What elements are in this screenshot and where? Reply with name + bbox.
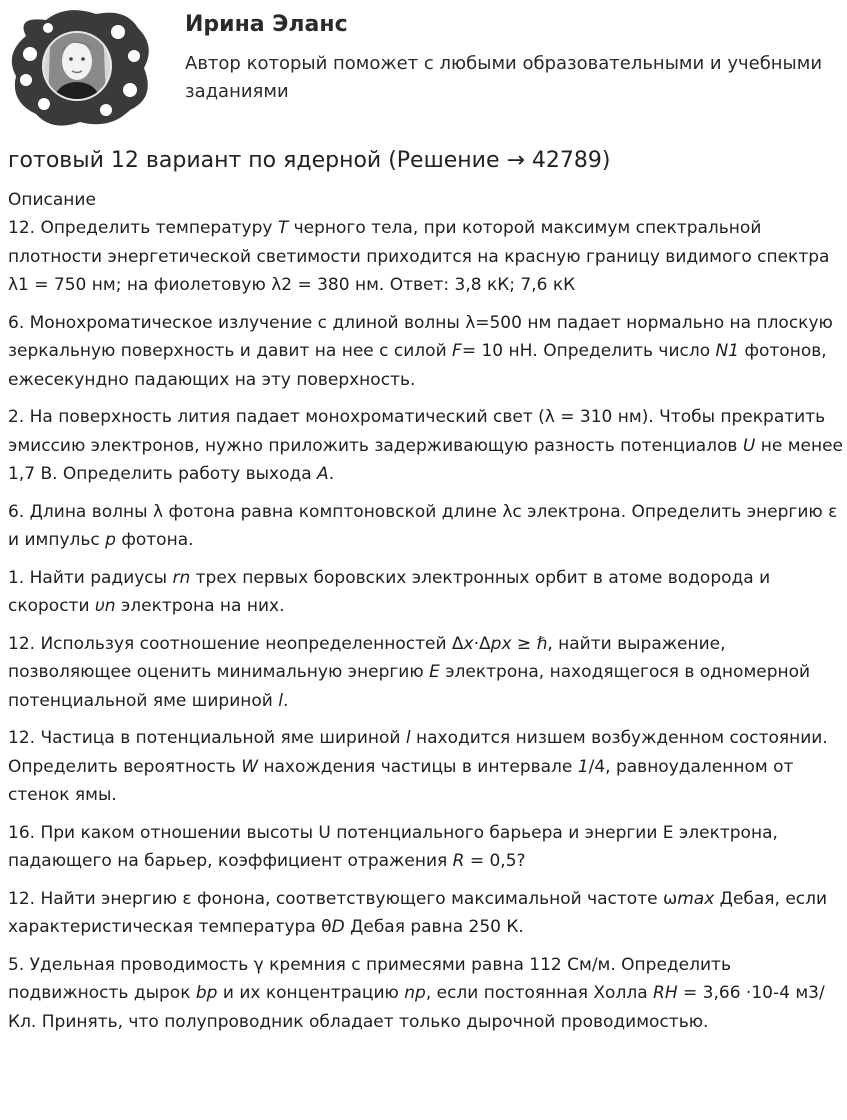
- author-description: Автор который поможет с любыми образовательными и учебными заданиями: [185, 53, 823, 102]
- problem-paragraph: [8, 951, 844, 1037]
- variable-symbol: p: [105, 530, 116, 550]
- problem-text: = 3,66 ·10-4 м3/Кл. Принять, что полупроводник обладает только дырочной проводимостью.: [8, 983, 825, 1032]
- problem-text: ·Δ: [473, 633, 491, 654]
- variable-symbol: υn: [94, 596, 116, 616]
- problem-text: ≥ ℏ, найти выражение, позволяющее оценить минимальную энергию: [8, 633, 726, 682]
- problem-text: 12. Найти энергию ε фонона, соответствующего максимальной частоте ω: [8, 888, 678, 909]
- problem-text: Дебая, если характеристическая температура θ: [8, 888, 828, 937]
- problem-text: трех первых боровских электронных орбит в атоме водорода и скорости: [8, 567, 771, 616]
- variable-symbol: W: [241, 756, 258, 777]
- problem-text: электрона, находящегося в одномерной потенциальной яме шириной: [8, 662, 811, 711]
- variable-symbol: 1: [577, 756, 589, 777]
- problem-text: 6. Длина волны λ фотона равна комптоновской длине λс электрона. Определить энергию ε и импульс: [8, 501, 838, 550]
- film-reel-avatar-icon: [6, 6, 152, 130]
- author-header: [0, 0, 847, 140]
- variable-symbol: rn: [172, 567, 191, 588]
- problem-text: 12. Используя соотношение неопределенностей Δ: [8, 633, 464, 654]
- problem-paragraph: [8, 630, 844, 716]
- problem-text: фотона.: [115, 530, 194, 550]
- variable-symbol: RH: [653, 983, 678, 1003]
- variable-symbol: max: [677, 888, 715, 909]
- variable-symbol: E: [429, 662, 440, 682]
- problem-paragraph: [8, 403, 844, 489]
- problem-paragraph: [8, 819, 844, 876]
- problem-text: 12. Определить температуру: [8, 218, 278, 238]
- problem-text: 2. На поверхность лития падает монохроматический свет (λ = 310 нм). Чтобы прекратить эмиссию электронов, нужно приложить задерживающую разность потенциалов: [8, 407, 826, 456]
- description-section: [8, 186, 844, 1045]
- problem-text: не менее 1,7 В. Определить работу выхода: [8, 435, 844, 484]
- problem-text: .: [282, 690, 289, 711]
- problem-text: = 10 нН. Определить число: [461, 341, 716, 361]
- variable-symbol: px: [490, 633, 512, 654]
- variable-symbol: bp: [195, 983, 218, 1003]
- problem-list: [8, 214, 844, 1036]
- problem-paragraph: [8, 724, 844, 810]
- variable-symbol: N1: [715, 341, 740, 361]
- problem-paragraph: [8, 498, 844, 555]
- author-avatar[interactable]: [6, 6, 152, 130]
- problem-paragraph: [8, 309, 844, 395]
- problem-text: = 0,5?: [464, 851, 526, 871]
- problem-text: 12. Частица в потенциальной яме шириной: [8, 728, 406, 748]
- problem-text: , если постоянная Холла: [425, 983, 654, 1003]
- problem-text: и их концентрацию: [217, 983, 405, 1003]
- problem-paragraph: [8, 564, 844, 621]
- problem-text: 1. Найти радиусы: [8, 567, 173, 588]
- variable-symbol: np: [404, 983, 426, 1003]
- variable-symbol: A: [317, 464, 329, 484]
- problem-text: электрона на них.: [115, 596, 285, 616]
- author-name[interactable]: Ирина Эланс: [185, 12, 348, 37]
- variable-symbol: U: [742, 435, 756, 456]
- problem-paragraph: [8, 214, 844, 300]
- problem-text: 6. Монохроматическое излучение с длиной волны λ=500 нм падает нормально на плоскую зеркальную поверхность и давит на нее с силой: [8, 312, 833, 361]
- problem-text: 16. При каком отношении высоты U потенциального барьера и энергии E электрона, падающего на барьер, коэффициент отражения: [8, 822, 778, 871]
- problem-text: фотонов, ежесекундно падающих на эту поверхность.: [8, 341, 827, 390]
- variable-symbol: F: [452, 341, 462, 361]
- variable-symbol: R: [452, 851, 465, 871]
- page-title: готовый 12 вариант по ядерной (Решение → 42789): [8, 148, 611, 173]
- variable-symbol: D: [331, 917, 345, 937]
- problem-text: Дебая равна 250 К.: [344, 917, 524, 937]
- variable-symbol: l: [405, 728, 411, 748]
- problem-text: черного тела, при которой максимум спектральной плотности энергетической светимости приходится на красную границу видимого спектра λ1 = 750 нм; на фиолетовую λ2 = 380 нм. Ответ: 3,8 кК; 7,6 кК: [8, 218, 830, 295]
- variable-symbol: l: [278, 690, 283, 711]
- problem-text: нахождения частицы в интервале: [258, 756, 578, 777]
- problem-text: .: [328, 464, 335, 484]
- section-label: Описание: [8, 190, 96, 210]
- variable-symbol: x: [463, 633, 474, 654]
- problem-text: находится низшем возбужденном состоянии. Определить вероятность: [8, 728, 828, 777]
- variable-symbol: T: [277, 218, 289, 238]
- problem-text: 5. Удельная проводимость γ кремния с примесями равна 112 См/м. Определить подвижность дырок: [8, 954, 731, 1003]
- problem-paragraph: [8, 885, 844, 942]
- problem-text: /4, равноудаленном от стенок ямы.: [8, 756, 794, 805]
